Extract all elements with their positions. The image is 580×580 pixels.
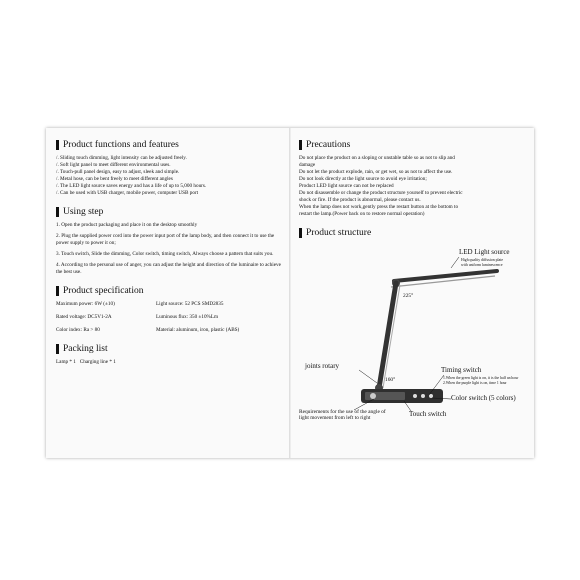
spec-row — [56, 327, 281, 334]
spec-heading — [56, 286, 281, 296]
precaution-line: Do not disassemble or change the product structure yourself to prevent electric — [299, 190, 463, 196]
heading-bar-icon — [56, 207, 59, 217]
spec-title: Product specification — [63, 286, 144, 296]
using-step: 3. Touch switch, Slide the dimming, Color switch, timing switch, Always choose a pattern that suits you. — [56, 251, 274, 257]
heading-bar-icon — [56, 286, 59, 296]
functions-heading — [56, 140, 281, 150]
using-section — [56, 207, 281, 276]
precautions-heading — [299, 140, 524, 150]
packing-section — [56, 344, 281, 366]
timing-switch-sub2: 2.When the purple light is on, time 1 hour — [443, 381, 507, 385]
precautions-section — [299, 140, 524, 218]
angle-top-label: 225° — [403, 293, 414, 299]
spec-cell: Material: aluminum, iron, plastic (ABS) — [156, 327, 240, 333]
structure-heading — [299, 228, 524, 238]
led-source-sub1: High quality diffusion plate — [461, 258, 504, 262]
using-step: 2. Plug the supplied power cord into the power input port of the lamp body, and then connect it to use the power supply to power it on; — [56, 233, 275, 246]
precaution-line: Product LED light source can not be replaced — [299, 183, 394, 189]
page-fold — [289, 128, 291, 458]
spec-row — [56, 314, 281, 321]
lamp-diagram — [299, 243, 524, 443]
precaution-line: restart the lamp.(Power back on to restore normal operation) — [299, 211, 425, 217]
packing-heading — [56, 344, 281, 354]
precaution-line: When the lamp does not work,gently press the restart button at the bottom to — [299, 204, 459, 210]
angle-note-2: light movement from left to right — [299, 415, 371, 421]
spec-cell: Rated voltage: DC5V1-2A — [56, 314, 112, 320]
precaution-line: shock or fire. If the product is abnormal, please contact us. — [299, 197, 421, 203]
structure-section — [299, 228, 524, 443]
precaution-line: Do not look directly at the light source to avoid eye irritation; — [299, 176, 427, 182]
using-heading — [56, 207, 281, 217]
spec-row — [56, 301, 281, 308]
precautions-title: Precautions — [306, 140, 351, 150]
manual-sheet — [46, 128, 534, 458]
heading-bar-icon — [56, 140, 59, 150]
right-page — [299, 140, 524, 443]
function-item: /. Can be used with USB charger, mobile power, computer USB port — [56, 190, 199, 196]
timing-switch-sub1: 1.When the green light is on, it is the half an hour — [443, 376, 519, 380]
joints-rotary-label: joints rotary — [305, 362, 340, 370]
using-step: 1. Open the product packaging and place it on the desktop smoothly — [56, 222, 198, 228]
packing-text: Lamp * 1 Charging line * 1 — [56, 359, 116, 365]
structure-title: Product structure — [306, 228, 372, 238]
angle-bottom-label: 160° — [385, 377, 396, 383]
precaution-line: damage — [299, 162, 316, 168]
packing-title: Packing list — [63, 344, 108, 354]
precaution-line: Do not let the product explode, rain, or get wet, so as not to affect the use. — [299, 169, 453, 175]
led-source-sub2: with uniform luminescence — [461, 263, 503, 267]
precaution-line: Do not place the product on a sloping or unstable table so as not to slip and — [299, 155, 455, 161]
left-page — [56, 140, 281, 376]
function-item: /. Touch-pull panel design, easy to adjust, sleek and simple. — [56, 169, 180, 175]
using-step: 4. According to the personal use of anger, you can adjust the height and direction of the luminaire to achieve the best use. — [56, 262, 281, 275]
function-item: /. Soft light panel to meet different environmental uses. — [56, 162, 171, 168]
function-item: /. Metal hose, can be bent freely to meet different angles — [56, 176, 173, 182]
spec-cell: Luminous flux: 350 ±10%Lm — [156, 314, 219, 320]
color-switch-label: Color switch (5 colors) — [451, 394, 516, 402]
spec-cell: Color index: Ra > 80 — [56, 327, 100, 333]
heading-bar-icon — [56, 344, 59, 354]
function-item: /. The LED light source saves energy and has a life of up to 5,000 hours. — [56, 183, 207, 189]
functions-title: Product functions and features — [63, 140, 179, 150]
using-title: Using step — [63, 207, 104, 217]
heading-bar-icon — [299, 228, 302, 238]
functions-section — [56, 140, 281, 197]
heading-bar-icon — [299, 140, 302, 150]
function-item: /. Sliding touch dimming, light intensity can be adjusted freely. — [56, 155, 187, 161]
touch-switch-label: Touch switch — [409, 410, 447, 418]
led-source-label: LED Light source — [459, 248, 510, 256]
spec-section — [56, 286, 281, 334]
timing-switch-label: Timing switch — [441, 366, 482, 374]
spec-cell: Light source: 52 PCS SMD2835 — [156, 301, 224, 307]
angle-note-1: Requirements for the use of the angle of — [299, 409, 386, 415]
spec-cell: Maximum power: 6W (±10) — [56, 301, 115, 307]
